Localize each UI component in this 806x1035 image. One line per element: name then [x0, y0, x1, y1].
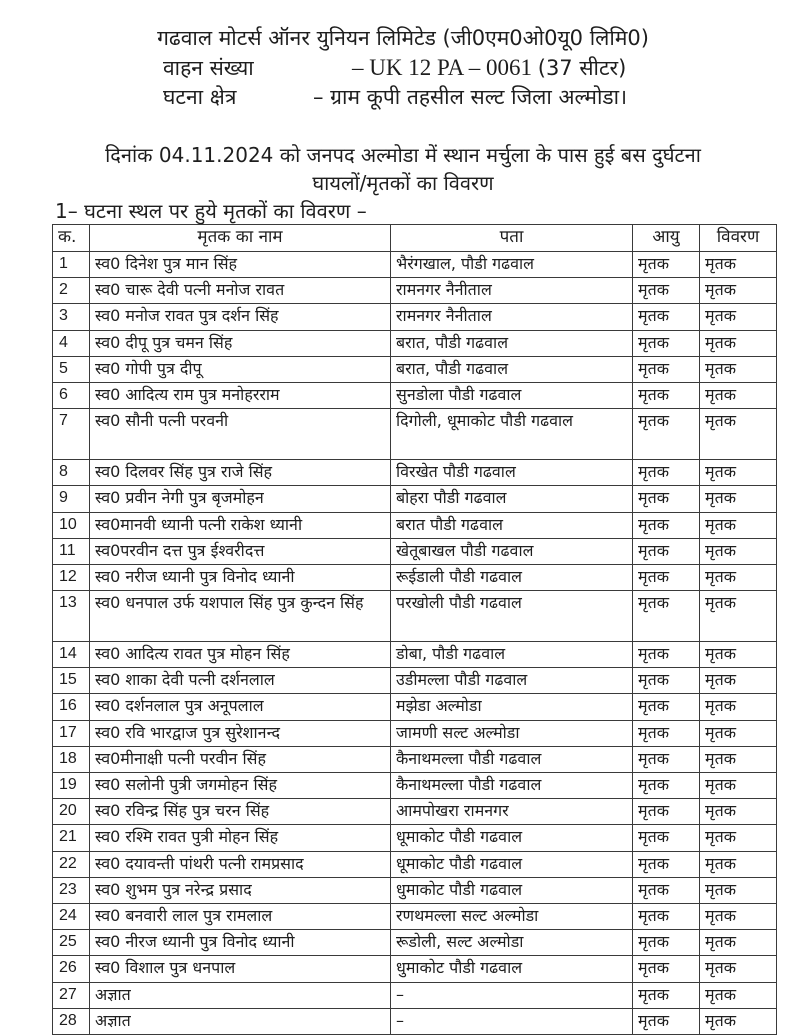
age-cell: मृतक	[633, 903, 700, 929]
address-cell: जामणी सल्ट अल्मोडा	[391, 720, 633, 746]
column-header-serial: क.	[53, 225, 90, 252]
address-cell: खेतूबाखल पौडी गढवाल	[391, 538, 633, 564]
age-cell: मृतक	[633, 486, 700, 512]
name-cell: स्व0 बनवारी लाल पुत्र रामलाल	[90, 903, 391, 929]
age-cell: मृतक	[633, 252, 700, 278]
table-row	[53, 409, 777, 460]
details-cell: मृतक	[700, 382, 777, 408]
age-cell: मृतक	[633, 773, 700, 799]
address-cell: रामनगर नैनीताल	[391, 304, 633, 330]
details-cell: मृतक	[700, 278, 777, 304]
vehicle-number: – UK 12 PA – 0061	[352, 55, 532, 80]
age-cell: मृतक	[633, 694, 700, 720]
serial-cell: 21	[53, 825, 90, 851]
details-cell: मृतक	[700, 486, 777, 512]
details-cell: मृतक	[700, 930, 777, 956]
age-cell: मृतक	[633, 982, 700, 1008]
details-cell: मृतक	[700, 356, 777, 382]
vehicle-number-value	[352, 54, 626, 82]
serial-cell: 18	[53, 746, 90, 772]
address-cell: –	[391, 1008, 633, 1034]
address-cell: सुनडोला पौडी गढवाल	[391, 382, 633, 408]
serial-cell: 13	[53, 591, 90, 642]
name-cell: स्व0 शुभम पुत्र नरेन्द्र प्रसाद	[90, 877, 391, 903]
address-cell: उडीमल्ला पौडी गढवाल	[391, 668, 633, 694]
table-row	[53, 356, 777, 382]
vehicle-number-label: वाहन संख्या	[163, 56, 254, 80]
details-cell: मृतक	[700, 564, 777, 590]
serial-cell: 20	[53, 799, 90, 825]
name-cell: स्व0मीनाक्षी पत्नी परवीन सिंह	[90, 746, 391, 772]
age-cell: मृतक	[633, 930, 700, 956]
serial-cell: 9	[53, 486, 90, 512]
age-cell: मृतक	[633, 956, 700, 982]
table-row	[53, 278, 777, 304]
name-cell: स्व0 रवि भारद्वाज पुत्र सुरेशानन्द	[90, 720, 391, 746]
table-row	[53, 694, 777, 720]
name-cell: स्व0 दयावन्ती पांथरी पत्नी रामप्रसाद	[90, 851, 391, 877]
name-cell: स्व0 विशाल पुत्र धनपाल	[90, 956, 391, 982]
table-row	[53, 486, 777, 512]
age-cell: मृतक	[633, 512, 700, 538]
details-cell: मृतक	[700, 460, 777, 486]
name-cell: स्व0 आदित्य रावत पुत्र मोहन सिंह	[90, 642, 391, 668]
details-cell: मृतक	[700, 746, 777, 772]
document-subtitle-line1: दिनांक 04.11.2024 को जनपद अल्मोडा में स्थान मर्चुला के पास हुई बस दुर्घटना	[105, 143, 701, 167]
serial-cell: 15	[53, 668, 90, 694]
details-cell: मृतक	[700, 330, 777, 356]
name-cell: स्व0 दिलवर सिंह पुत्र राजे सिंह	[90, 460, 391, 486]
table-row	[53, 564, 777, 590]
details-cell: मृतक	[700, 538, 777, 564]
name-cell: स्व0 रविन्द्र सिंह पुत्र चरन सिंह	[90, 799, 391, 825]
serial-cell: 28	[53, 1008, 90, 1034]
name-cell: स्व0 चारू देवी पत्नी मनोज रावत	[90, 278, 391, 304]
age-cell: मृतक	[633, 642, 700, 668]
table-row	[53, 799, 777, 825]
table-row	[53, 825, 777, 851]
details-cell: मृतक	[700, 877, 777, 903]
document-subtitle-line2: घायलों/मृतकों का विवरण	[312, 171, 494, 195]
table-row	[53, 720, 777, 746]
serial-cell: 6	[53, 382, 90, 408]
table-row	[53, 668, 777, 694]
serial-cell: 19	[53, 773, 90, 799]
serial-cell: 25	[53, 930, 90, 956]
table-row	[53, 930, 777, 956]
serial-cell: 14	[53, 642, 90, 668]
age-cell: मृतक	[633, 668, 700, 694]
organization-title: गढवाल मोटर्स ऑनर युनियन लिमिटेड (जी0एम0ओ0यू0 लिमि0)	[157, 26, 649, 50]
table-header-row	[53, 225, 777, 252]
serial-cell: 2	[53, 278, 90, 304]
serial-cell: 26	[53, 956, 90, 982]
serial-cell: 27	[53, 982, 90, 1008]
table-row	[53, 512, 777, 538]
serial-cell: 7	[53, 409, 90, 460]
age-cell: मृतक	[633, 382, 700, 408]
age-cell: मृतक	[633, 799, 700, 825]
table-row	[53, 746, 777, 772]
table-row	[53, 591, 777, 642]
details-cell: मृतक	[700, 799, 777, 825]
address-cell: कैनाथमल्ला पौडी गढवाल	[391, 746, 633, 772]
address-cell: बरात, पौडी गढवाल	[391, 330, 633, 356]
name-cell: स्व0 रश्मि रावत पुत्री मोहन सिंह	[90, 825, 391, 851]
table-row	[53, 460, 777, 486]
name-cell: स्व0 नीरज ध्यानी पुत्र विनोद ध्यानी	[90, 930, 391, 956]
serial-cell: 17	[53, 720, 90, 746]
age-cell: मृतक	[633, 564, 700, 590]
table-row	[53, 1008, 777, 1034]
details-cell: मृतक	[700, 591, 777, 642]
column-header-address: पता	[391, 225, 633, 252]
name-cell: स्व0 दर्शनलाल पुत्र अनूपलाल	[90, 694, 391, 720]
details-cell: मृतक	[700, 720, 777, 746]
table-row	[53, 330, 777, 356]
address-cell: धुमाकोट पौडी गढवाल	[391, 877, 633, 903]
serial-cell: 12	[53, 564, 90, 590]
name-cell: स्व0परवीन दत्त पुत्र ईश्वरीदत्त	[90, 538, 391, 564]
address-cell: डोबा, पौडी गढवाल	[391, 642, 633, 668]
details-cell: मृतक	[700, 956, 777, 982]
age-cell: मृतक	[633, 356, 700, 382]
address-cell: –	[391, 982, 633, 1008]
age-cell: मृतक	[633, 720, 700, 746]
name-cell: स्व0 शाका देवी पत्नी दर्शनलाल	[90, 668, 391, 694]
table-row	[53, 538, 777, 564]
name-cell: अज्ञात	[90, 982, 391, 1008]
serial-cell: 4	[53, 330, 90, 356]
address-cell: आमपोखरा रामनगर	[391, 799, 633, 825]
serial-cell: 10	[53, 512, 90, 538]
details-cell: मृतक	[700, 982, 777, 1008]
serial-cell: 5	[53, 356, 90, 382]
age-cell: मृतक	[633, 409, 700, 460]
age-cell: मृतक	[633, 1008, 700, 1034]
age-cell: मृतक	[633, 304, 700, 330]
table-row	[53, 773, 777, 799]
age-cell: मृतक	[633, 278, 700, 304]
serial-cell: 11	[53, 538, 90, 564]
age-cell: मृतक	[633, 330, 700, 356]
name-cell: स्व0 मनोज रावत पुत्र दर्शन सिंह	[90, 304, 391, 330]
table-row	[53, 982, 777, 1008]
age-cell: मृतक	[633, 460, 700, 486]
name-cell: स्व0 गोपी पुत्र दीपू	[90, 356, 391, 382]
details-cell: मृतक	[700, 851, 777, 877]
address-cell: बरात, पौडी गढवाल	[391, 356, 633, 382]
details-cell: मृतक	[700, 252, 777, 278]
age-cell: मृतक	[633, 877, 700, 903]
address-cell: धुमाकोट पौडी गढवाल	[391, 956, 633, 982]
name-cell: स्व0 नरीज ध्यानी पुत्र विनोद ध्यानी	[90, 564, 391, 590]
address-cell: धूमाकोट पौडी गढवाल	[391, 851, 633, 877]
address-cell: बोहरा पौडी गढवाल	[391, 486, 633, 512]
serial-cell: 22	[53, 851, 90, 877]
details-cell: मृतक	[700, 903, 777, 929]
serial-cell: 8	[53, 460, 90, 486]
details-cell: मृतक	[700, 694, 777, 720]
details-cell: मृतक	[700, 825, 777, 851]
serial-cell: 24	[53, 903, 90, 929]
column-header-details: विवरण	[700, 225, 777, 252]
table-row	[53, 877, 777, 903]
section-heading: 1– घटना स्थल पर हुये मृतकों का विवरण –	[55, 199, 367, 223]
address-cell: मझेडा अल्मोडा	[391, 694, 633, 720]
table-row	[53, 382, 777, 408]
incident-area-label: घटना क्षेत्र	[163, 85, 237, 109]
name-cell: स्व0 सौनी पत्नी परवनी	[90, 409, 391, 460]
address-cell: रूईडाली पौडी गढवाल	[391, 564, 633, 590]
table-row	[53, 642, 777, 668]
serial-cell: 3	[53, 304, 90, 330]
serial-cell: 23	[53, 877, 90, 903]
address-cell: भैरंगखाल, पौडी गढवाल	[391, 252, 633, 278]
address-cell: रूडोली, सल्ट अल्मोडा	[391, 930, 633, 956]
deceased-table	[52, 224, 777, 1035]
name-cell: स्व0 सलोनी पुत्री जगमोहन सिंह	[90, 773, 391, 799]
serial-cell: 1	[53, 252, 90, 278]
column-header-name: मृतक का नाम	[90, 225, 391, 252]
address-cell: रणथमल्ला सल्ट अल्मोडा	[391, 903, 633, 929]
details-cell: मृतक	[700, 409, 777, 460]
serial-cell: 16	[53, 694, 90, 720]
table-row	[53, 903, 777, 929]
age-cell: मृतक	[633, 851, 700, 877]
name-cell: स्व0 दीपू पुत्र चमन सिंह	[90, 330, 391, 356]
details-cell: मृतक	[700, 512, 777, 538]
vehicle-seats: (37 सीटर)	[537, 56, 627, 80]
name-cell: अज्ञात	[90, 1008, 391, 1034]
details-cell: मृतक	[700, 304, 777, 330]
table-row	[53, 252, 777, 278]
age-cell: मृतक	[633, 538, 700, 564]
age-cell: मृतक	[633, 825, 700, 851]
name-cell: स्व0मानवी ध्यानी पत्नी राकेश ध्यानी	[90, 512, 391, 538]
details-cell: मृतक	[700, 642, 777, 668]
name-cell: स्व0 दिनेश पुत्र मान सिंह	[90, 252, 391, 278]
name-cell: स्व0 धनपाल उर्फ यशपाल सिंह पुत्र कुन्दन सिंह	[90, 591, 391, 642]
details-cell: मृतक	[700, 773, 777, 799]
column-header-age: आयु	[633, 225, 700, 252]
age-cell: मृतक	[633, 746, 700, 772]
table-row	[53, 851, 777, 877]
details-cell: मृतक	[700, 1008, 777, 1034]
age-cell: मृतक	[633, 591, 700, 642]
table-row	[53, 956, 777, 982]
table-row	[53, 304, 777, 330]
name-cell: स्व0 आदित्य राम पुत्र मनोहरराम	[90, 382, 391, 408]
address-cell: परखोली पौडी गढवाल	[391, 591, 633, 642]
address-cell: धूमाकोट पौडी गढवाल	[391, 825, 633, 851]
name-cell: स्व0 प्रवीन नेगी पुत्र बृजमोहन	[90, 486, 391, 512]
details-cell: मृतक	[700, 668, 777, 694]
address-cell: दिगोली, धूमाकोट पौडी गढवाल	[391, 409, 633, 460]
incident-area-value: – ग्राम कूपी तहसील सल्ट जिला अल्मोडा।	[313, 85, 628, 109]
address-cell: बरात पौडी गढवाल	[391, 512, 633, 538]
address-cell: कैनाथमल्ला पौडी गढवाल	[391, 773, 633, 799]
address-cell: रामनगर नैनीताल	[391, 278, 633, 304]
address-cell: विरखेत पौडी गढवाल	[391, 460, 633, 486]
